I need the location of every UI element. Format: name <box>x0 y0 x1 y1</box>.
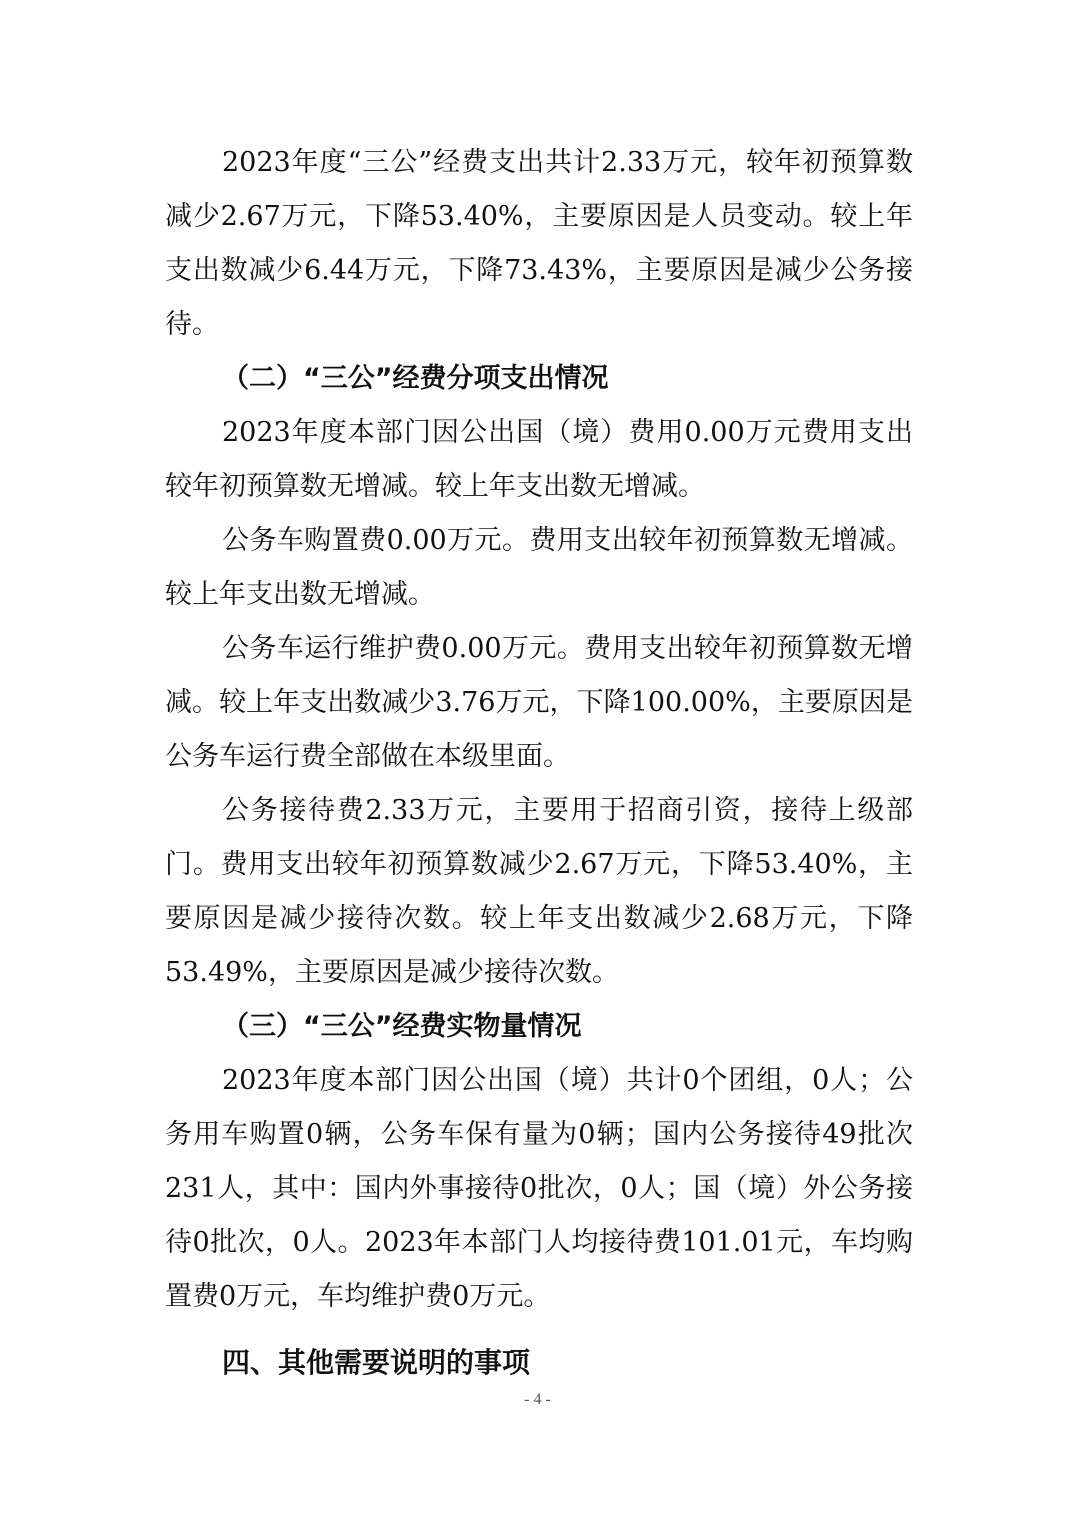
page-number: - 4 - <box>524 1391 551 1408</box>
paragraph-total-expenditure: 2023年度“三公”经费支出共计2.33万元，较年初预算数减少2.67万元，下降53.40%，主要原因是人员变动。较上年支出数减少6.44万元，下降73.43%，主要原因是减少公务接待。 <box>165 147 913 340</box>
subheading-physical-quantity: （三）“三公”经费实物量情况 <box>222 1011 582 1042</box>
paragraph-vehicle-purchase: 公务车购置费0.00万元。费用支出较年初预算数无增减。较上年支出数无增减。 <box>165 525 913 610</box>
paragraph-vehicle-maintenance: 公务车运行维护费0.00万元。费用支出较年初预算数无增减。较上年支出数减少3.76万元，下降100.00%，主要原因是公务车运行费全部做在本级里面。 <box>165 633 913 772</box>
paragraph-physical-quantity: 2023年度本部门因公出国（境）共计0个团组，0人；公务用车购置0辆，公务车保有量为0辆；国内公务接待49批次231人，其中：国内外事接待0批次，0人；国（境）外公务接待0批次，0人。2023年本部门人均接待费101.01元，车均购置费0万元，车均维护费0万元。 <box>165 1065 913 1312</box>
paragraph-reception-expense: 公务接待费2.33万元，主要用于招商引资，接待上级部门。费用支出较年初预算数减少2.67万元，下降53.40%，主要原因是减少接待次数。较上年支出数减少2.68万元，下降53.49%，主要原因是减少接待次数。 <box>165 795 913 988</box>
document-body <box>165 136 913 1390</box>
section-heading-other-matters: 四、其他需要说明的事项 <box>222 1346 531 1379</box>
paragraph-overseas-travel: 2023年度本部门因公出国（境）费用0.00万元费用支出较年初预算数无增减。较上年支出数无增减。 <box>165 417 913 502</box>
subheading-itemized-expenditure: （二）“三公”经费分项支出情况 <box>222 363 609 394</box>
